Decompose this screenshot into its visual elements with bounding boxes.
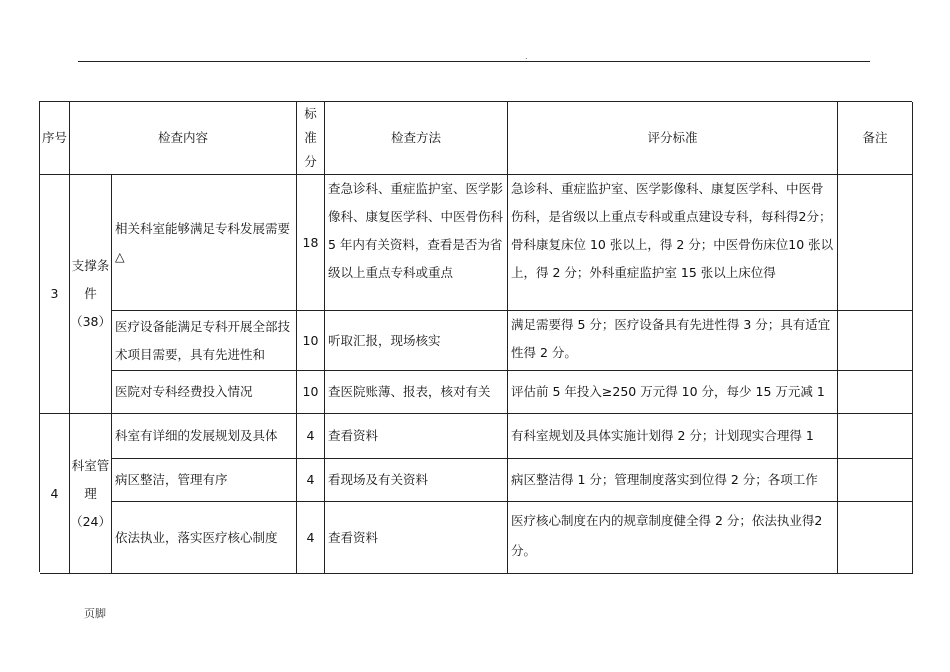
- group-category: 支撑条件（38）: [70, 175, 112, 414]
- group-category: 科室管理（24）: [70, 414, 112, 574]
- item-method: 查看资料: [325, 502, 508, 574]
- header-standard: 标准分: [297, 102, 325, 175]
- item-scoring: 有科室规划及具体实施计划得 2 分；计划现实合理得 1: [508, 414, 838, 459]
- item-content: 依法执业，落实医疗核心制度: [112, 502, 297, 574]
- item-method: 听取汇报，现场核实: [325, 311, 508, 371]
- header-rule: [78, 61, 870, 62]
- item-scoring: 急诊科、重症监护室、医学影像科、康复医学科、中医骨伤科，是省级以上重点专科或重点建设专科，每科得2分；骨科康复床位 10 张以上，得 2 分；中医骨伤床位10 张以上，得 2 分；外科重症监护室 15 张以上床位得: [508, 175, 838, 311]
- header-remark: 备注: [838, 102, 913, 175]
- item-remark: [838, 175, 913, 311]
- item-remark: [838, 459, 913, 502]
- item-remark: [838, 414, 913, 459]
- header-seq: 序号: [40, 102, 70, 175]
- item-remark: [838, 371, 913, 414]
- group-seq: 3: [40, 175, 70, 414]
- item-content: 相关科室能够满足专科发展需要△: [112, 175, 297, 311]
- item-remark: [838, 311, 913, 371]
- item-score: 4: [297, 502, 325, 574]
- group-seq: 4: [40, 414, 70, 574]
- item-method: 查看资料: [325, 414, 508, 459]
- item-scoring: 评估前 5 年投入≥250 万元得 10 分，每少 15 万元减 1: [508, 371, 838, 414]
- item-content: 病区整洁，管理有序: [112, 459, 297, 502]
- item-score: 18: [297, 175, 325, 311]
- item-scoring: 病区整洁得 1 分；管理制度落实到位得 2 分；各项工作: [508, 459, 838, 502]
- header-content: 检查内容: [70, 102, 297, 175]
- item-scoring: 医疗核心制度在内的规章制度健全得 2 分；依法执业得2 分。: [508, 502, 838, 574]
- header-method: 检查方法: [325, 102, 508, 175]
- item-score: 10: [297, 371, 325, 414]
- item-method: 看现场及有关资料: [325, 459, 508, 502]
- item-content: 科室有详细的发展规划及具体: [112, 414, 297, 459]
- item-score: 4: [297, 414, 325, 459]
- item-score: 10: [297, 311, 325, 371]
- item-method: 查急诊科、重症监护室、医学影像科、康复医学科、中医骨伤科 5 年内有关资料，查看是否为省级以上重点专科或重点: [325, 175, 508, 311]
- item-remark: [838, 502, 913, 574]
- header-scoring: 评分标准: [508, 102, 838, 175]
- item-method: 查医院账薄、报表，核对有关: [325, 371, 508, 414]
- evaluation-table: [39, 101, 912, 572]
- header-mark: .: [525, 52, 528, 61]
- item-content: 医疗设备能满足专科开展全部技术项目需要，具有先进性和: [112, 311, 297, 371]
- item-scoring: 满足需要得 5 分；医疗设备具有先进性得 3 分；具有适宜性得 2 分。: [508, 311, 838, 371]
- page-footer: 页脚: [84, 607, 106, 620]
- item-content: 医院对专科经费投入情况: [112, 371, 297, 414]
- item-score: 4: [297, 459, 325, 502]
